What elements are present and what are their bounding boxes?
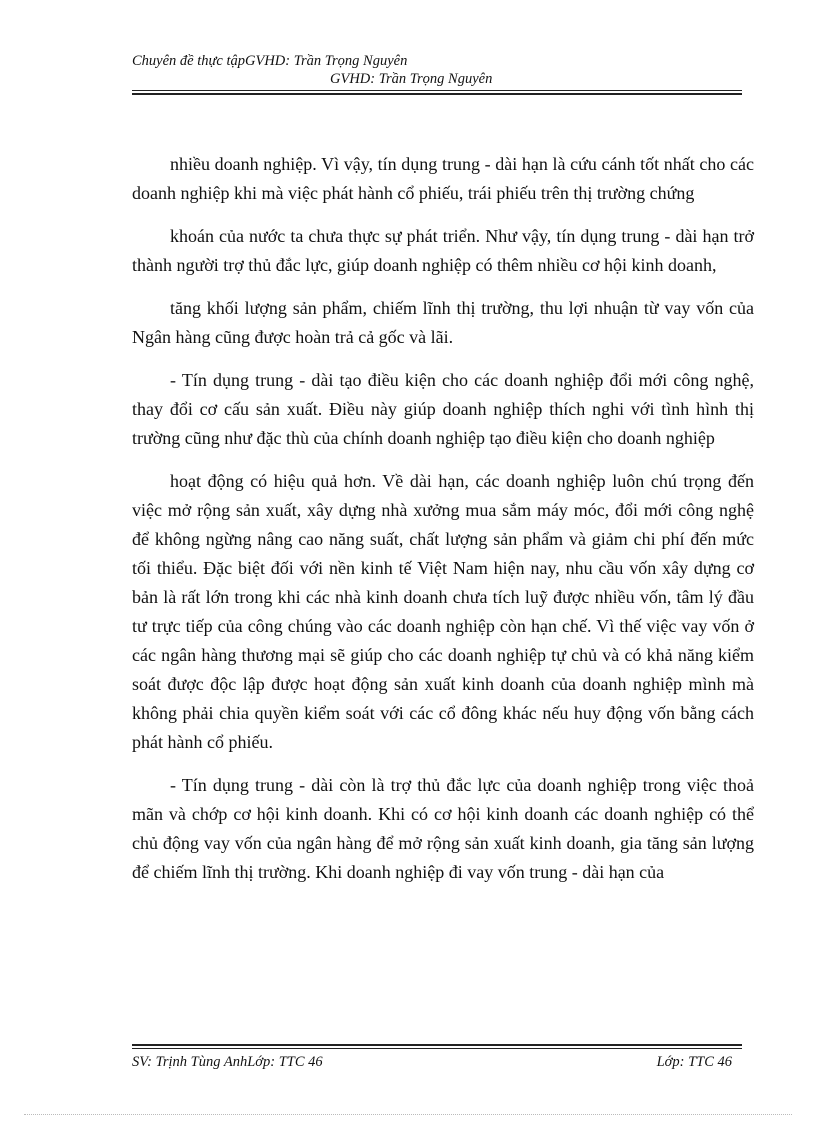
body-paragraph: - Tín dụng trung - dài tạo điều kiện cho các doanh nghiệp đổi mới công nghệ, thay đổi cơ cấu sản xuất. Điều này giúp doanh nghiệp thích nghi với tình hình thị trường cũng như đặc thù của chính doanh nghiệp tạo điều kiện cho doanh nghiệp	[132, 370, 754, 448]
body-paragraph: hoạt động có hiệu quả hơn. Về dài hạn, các doanh nghiệp luôn chú trọng đến việc mở rộng sản xuất, xây dựng nhà xưởng mua sắm máy móc, đổi mới công nghệ để không ngừng nâng cao năng suất, chất lượng sản phẩm và giảm chi phí đến mức tối thiểu. Đặc biệt đối với nền kinh tế Việt Nam hiện nay, nhu cầu vốn xây dựng cơ bản là rất lớn trong khi các nhà kinh doanh chưa tích luỹ được nhiều vốn, tâm lý đầu tư trực tiếp của công chúng vào các doanh nghiệp còn hạn chế. Vì thế việc vay vốn ở các ngân hàng thương mại sẽ giúp cho các doanh nghiệp tự chủ và có khả năng kiểm soát được độc lập được hoạt động sản xuất kinh doanh của doanh nghiệp mình mà không phải chia quyền kiểm soát với các cổ đông khác nếu huy động vốn bằng cách phát hành cổ phiếu.	[132, 471, 754, 752]
body-paragraph: tăng khối lượng sản phẩm, chiếm lĩnh thị trường, thu lợi nhuận từ vay vốn của Ngân hàng cũng được hoàn trả cả gốc và lãi.	[132, 298, 754, 347]
header-rule	[132, 90, 742, 95]
page-footer	[132, 1044, 742, 1071]
header-line-2: GVHD: Trần Trọng Nguyên	[330, 71, 493, 87]
body-paragraph: khoán của nước ta chưa thực sự phát triển. Như vậy, tín dụng trung - dài hạn trở thành người trợ thủ đắc lực, giúp doanh nghiệp có thêm nhiều cơ hội kinh doanh,	[132, 226, 754, 275]
body-paragraph: - Tín dụng trung - dài còn là trợ thủ đắc lực của doanh nghiệp trong việc thoả mãn và chớp cơ hội kinh doanh. Khi có cơ hội kinh doanh các doanh nghiệp có thể chủ động vay vốn của ngân hàng để mở rộng sản xuất kinh doanh, gia tăng sản lượng để chiếm lĩnh thị trường. Khi doanh nghiệp đi vay vốn trung - dài hạn của	[132, 775, 754, 882]
footer-rule	[132, 1044, 742, 1049]
footer-student: SV: Trịnh Tùng AnhLớp: TTC 46	[132, 1054, 323, 1070]
header-line-1: Chuyên đề thực tậpGVHD: Trần Trọng Nguyên	[132, 53, 408, 69]
document-body	[132, 150, 754, 887]
body-paragraph: nhiều doanh nghiệp. Vì vậy, tín dụng trung - dài hạn là cứu cánh tốt nhất cho các doanh nghiệp khi mà việc phát hành cổ phiếu, trái phiếu trên thị trường chứng	[132, 154, 754, 203]
page-header	[132, 52, 742, 95]
page-bottom-dotted-line	[24, 1114, 792, 1115]
footer-class: Lớp: TTC 46	[656, 1054, 732, 1070]
